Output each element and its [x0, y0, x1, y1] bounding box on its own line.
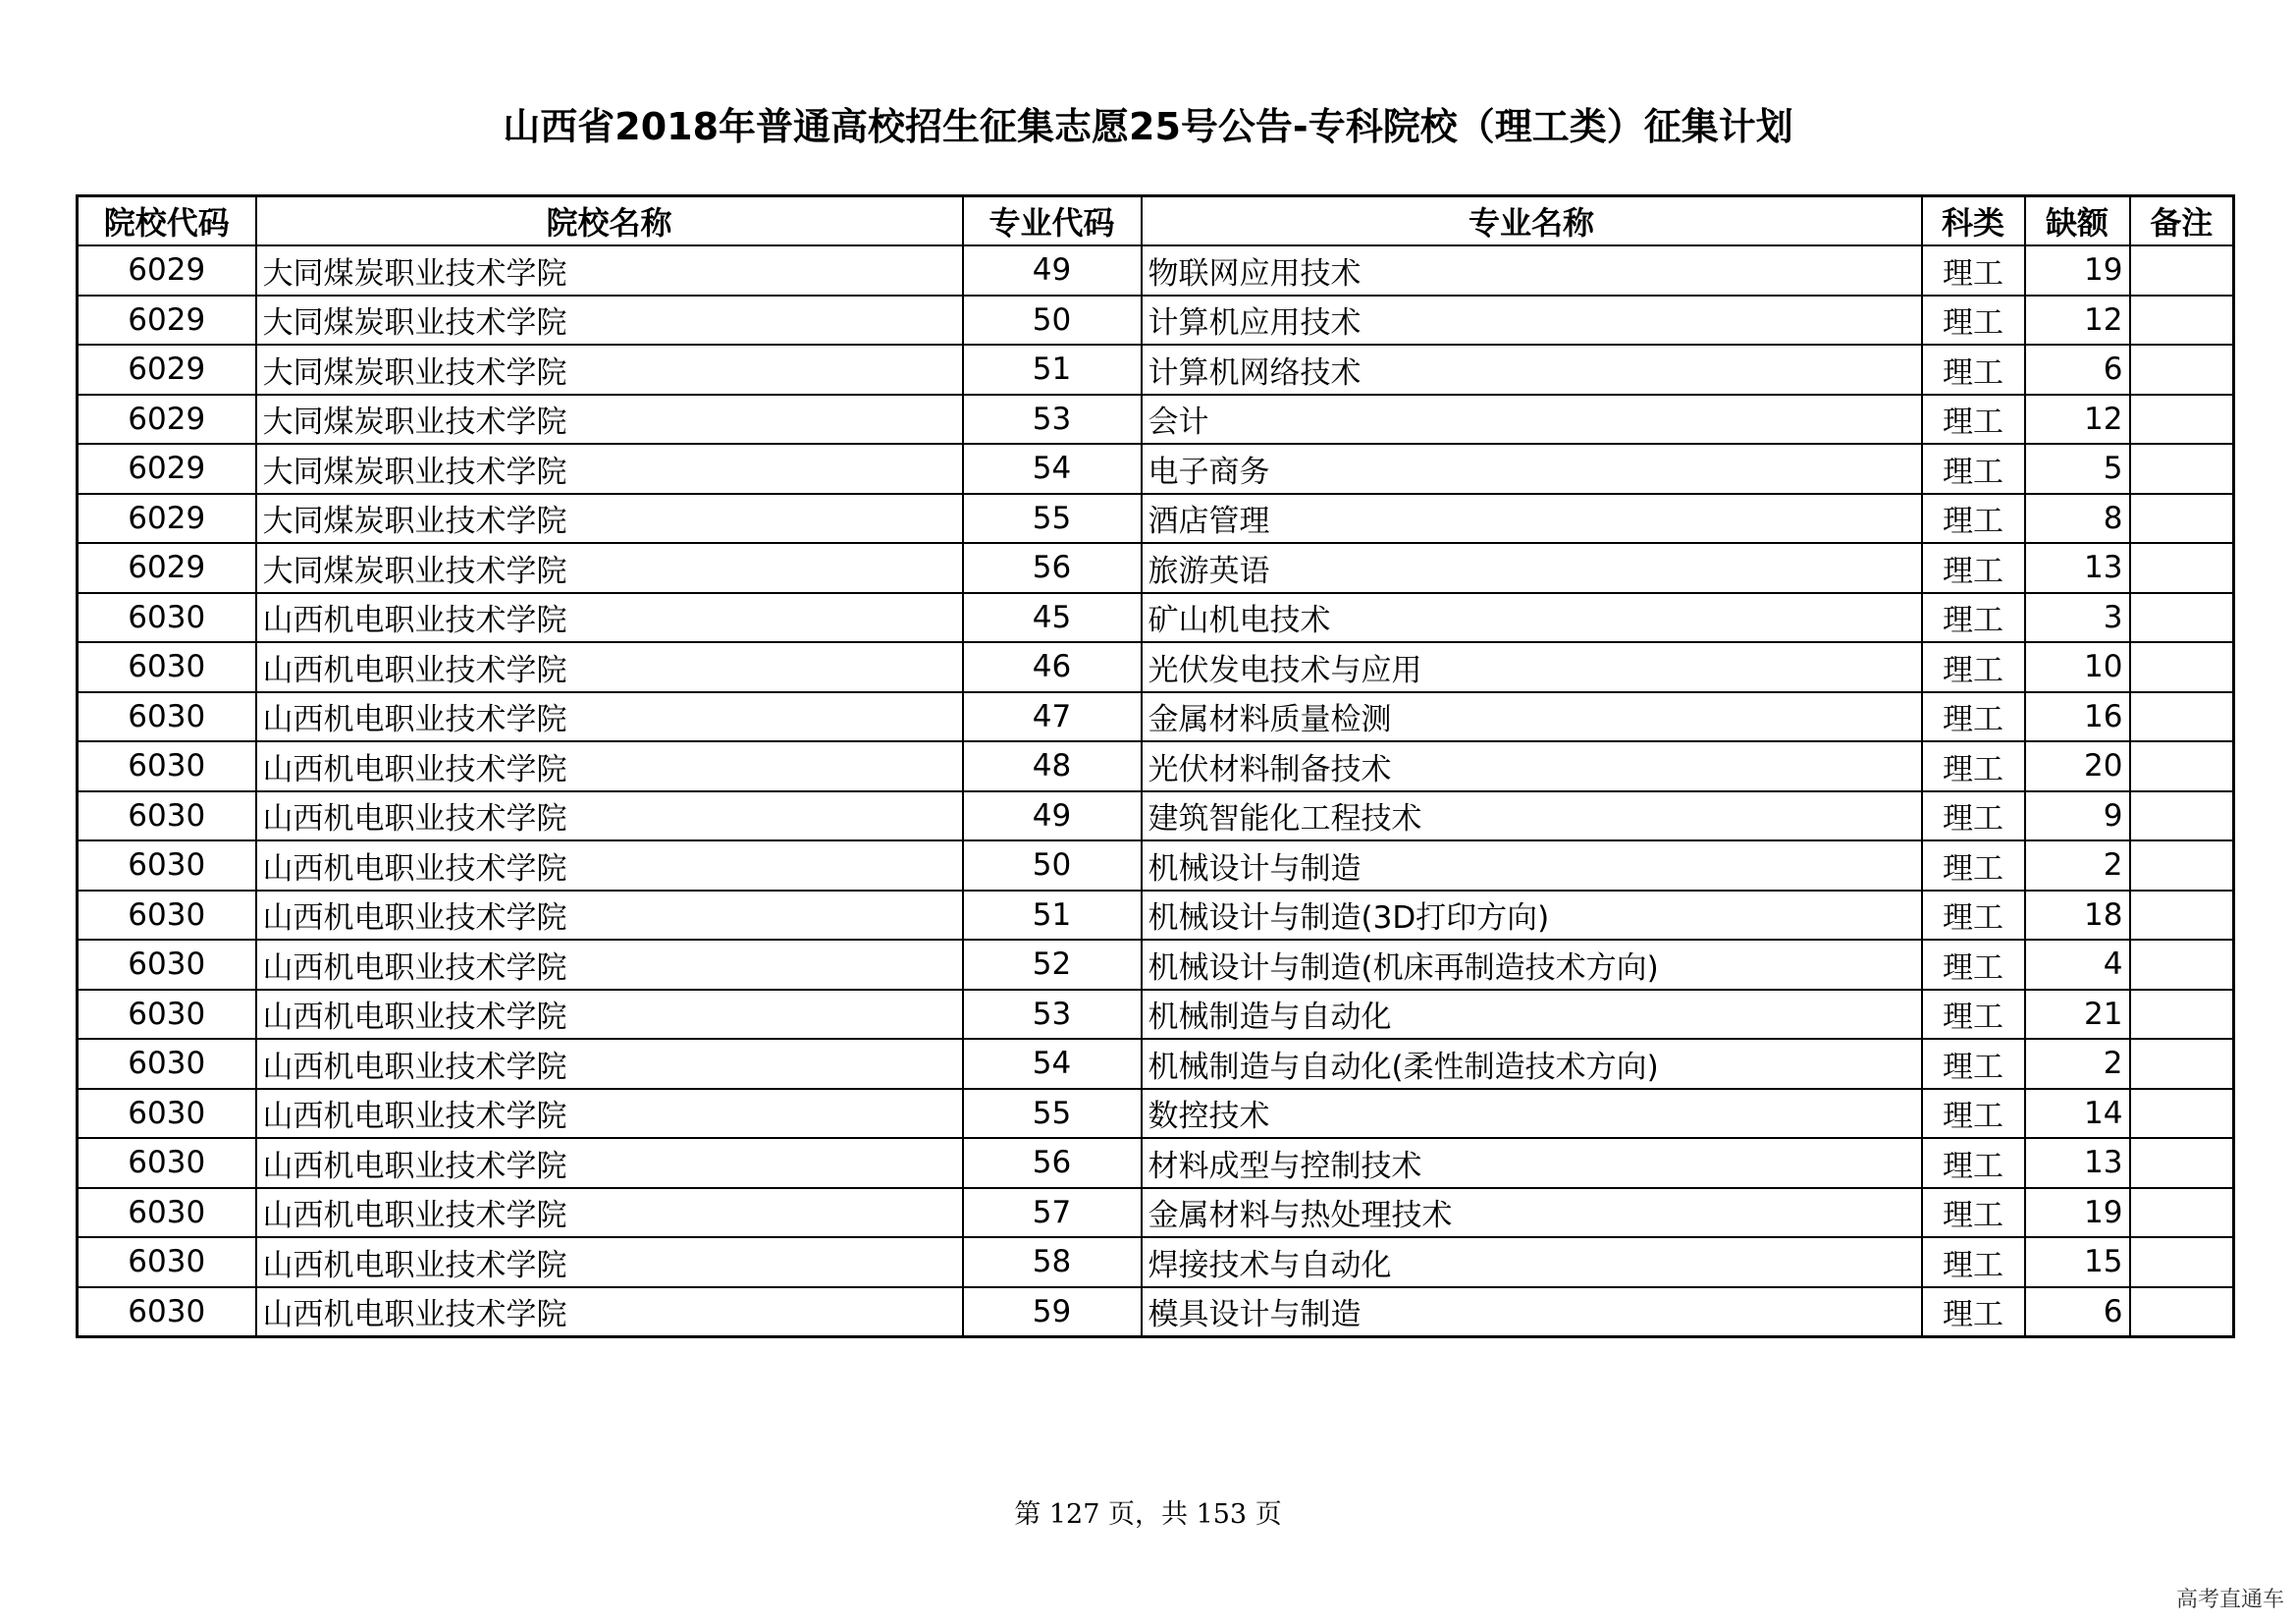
- cell-school-code: 6029: [78, 444, 256, 494]
- cell-major-code: 47: [963, 692, 1142, 742]
- table-row: [78, 345, 2234, 395]
- cell-note: [2130, 296, 2234, 346]
- cell-school-code: 6029: [78, 543, 256, 593]
- cell-school-name: 大同煤炭职业技术学院: [256, 494, 963, 544]
- table-row: [78, 1287, 2234, 1337]
- column-header-category: 科类: [1922, 196, 2025, 246]
- table-row: [78, 395, 2234, 445]
- cell-school-name: 山西机电职业技术学院: [256, 642, 963, 692]
- cell-major-name: 机械设计与制造(3D打印方向): [1142, 891, 1922, 941]
- cell-major-code: 51: [963, 891, 1142, 941]
- table-row: [78, 444, 2234, 494]
- cell-school-code: 6030: [78, 1188, 256, 1238]
- cell-school-code: 6030: [78, 891, 256, 941]
- cell-quota: 16: [2025, 692, 2130, 742]
- cell-note: [2130, 1188, 2234, 1238]
- cell-major-code: 57: [963, 1188, 1142, 1238]
- table-row: [78, 1138, 2234, 1188]
- cell-major-name: 酒店管理: [1142, 494, 1922, 544]
- column-header-school-code: 院校代码: [78, 196, 256, 246]
- page-title: 山西省2018年普通高校招生征集志愿25号公告-专科院校（理工类）征集计划: [503, 105, 1793, 148]
- table-row: [78, 840, 2234, 891]
- cell-category: 理工: [1922, 791, 2025, 841]
- table-row: [78, 593, 2234, 643]
- cell-note: [2130, 741, 2234, 791]
- cell-note: [2130, 642, 2234, 692]
- cell-school-code: 6030: [78, 940, 256, 990]
- cell-category: 理工: [1922, 543, 2025, 593]
- cell-school-code: 6030: [78, 741, 256, 791]
- table-row: [78, 1188, 2234, 1238]
- cell-school-name: 山西机电职业技术学院: [256, 1188, 963, 1238]
- table-body: [78, 245, 2234, 1336]
- cell-note: [2130, 1287, 2234, 1337]
- cell-major-code: 53: [963, 395, 1142, 445]
- cell-major-name: 模具设计与制造: [1142, 1287, 1922, 1337]
- cell-school-name: 山西机电职业技术学院: [256, 593, 963, 643]
- cell-note: [2130, 245, 2234, 296]
- table-row: [78, 940, 2234, 990]
- cell-note: [2130, 1237, 2234, 1287]
- cell-category: 理工: [1922, 494, 2025, 544]
- table-row: [78, 891, 2234, 941]
- cell-school-name: 山西机电职业技术学院: [256, 1287, 963, 1337]
- cell-major-code: 58: [963, 1237, 1142, 1287]
- cell-category: 理工: [1922, 593, 2025, 643]
- cell-quota: 5: [2025, 444, 2130, 494]
- cell-category: 理工: [1922, 345, 2025, 395]
- cell-school-code: 6030: [78, 1237, 256, 1287]
- cell-school-name: 山西机电职业技术学院: [256, 990, 963, 1040]
- cell-category: 理工: [1922, 642, 2025, 692]
- cell-school-name: 山西机电职业技术学院: [256, 940, 963, 990]
- cell-school-code: 6030: [78, 642, 256, 692]
- cell-school-name: 山西机电职业技术学院: [256, 741, 963, 791]
- cell-category: 理工: [1922, 395, 2025, 445]
- cell-major-code: 54: [963, 444, 1142, 494]
- cell-quota: 8: [2025, 494, 2130, 544]
- cell-quota: 14: [2025, 1089, 2130, 1139]
- cell-quota: 4: [2025, 940, 2130, 990]
- cell-quota: 2: [2025, 840, 2130, 891]
- cell-quota: 6: [2025, 345, 2130, 395]
- table-row: [78, 642, 2234, 692]
- cell-category: 理工: [1922, 1287, 2025, 1337]
- table-row: [78, 494, 2234, 544]
- cell-quota: 21: [2025, 990, 2130, 1040]
- cell-major-code: 51: [963, 345, 1142, 395]
- cell-school-name: 大同煤炭职业技术学院: [256, 543, 963, 593]
- cell-major-name: 金属材料与热处理技术: [1142, 1188, 1922, 1238]
- cell-major-code: 52: [963, 940, 1142, 990]
- cell-school-name: 大同煤炭职业技术学院: [256, 296, 963, 346]
- cell-major-code: 55: [963, 494, 1142, 544]
- cell-category: 理工: [1922, 296, 2025, 346]
- table-row: [78, 296, 2234, 346]
- cell-major-name: 金属材料质量检测: [1142, 692, 1922, 742]
- table-row: [78, 1237, 2234, 1287]
- cell-category: 理工: [1922, 245, 2025, 296]
- cell-school-code: 6030: [78, 990, 256, 1040]
- table-row: [78, 1089, 2234, 1139]
- cell-category: 理工: [1922, 840, 2025, 891]
- table-row: [78, 990, 2234, 1040]
- cell-category: 理工: [1922, 1188, 2025, 1238]
- column-header-school-name: 院校名称: [256, 196, 963, 246]
- cell-major-code: 49: [963, 791, 1142, 841]
- cell-school-name: 山西机电职业技术学院: [256, 1237, 963, 1287]
- cell-major-name: 材料成型与控制技术: [1142, 1138, 1922, 1188]
- cell-school-name: 大同煤炭职业技术学院: [256, 444, 963, 494]
- cell-school-name: 山西机电职业技术学院: [256, 791, 963, 841]
- cell-school-name: 大同煤炭职业技术学院: [256, 245, 963, 296]
- cell-major-code: 56: [963, 1138, 1142, 1188]
- cell-school-code: 6029: [78, 395, 256, 445]
- column-header-major-name: 专业名称: [1142, 196, 1922, 246]
- table-row: [78, 692, 2234, 742]
- cell-school-code: 6030: [78, 1138, 256, 1188]
- cell-major-name: 矿山机电技术: [1142, 593, 1922, 643]
- cell-major-code: 45: [963, 593, 1142, 643]
- cell-major-code: 50: [963, 840, 1142, 891]
- table-row: [78, 245, 2234, 296]
- cell-category: 理工: [1922, 990, 2025, 1040]
- cell-quota: 20: [2025, 741, 2130, 791]
- column-header-major-code: 专业代码: [963, 196, 1142, 246]
- page-number: 第 127 页，共 153 页: [1014, 1499, 1282, 1530]
- cell-quota: 12: [2025, 296, 2130, 346]
- cell-quota: 19: [2025, 1188, 2130, 1238]
- cell-note: [2130, 1039, 2234, 1089]
- table-row: [78, 791, 2234, 841]
- cell-school-code: 6029: [78, 296, 256, 346]
- cell-major-code: 50: [963, 296, 1142, 346]
- cell-category: 理工: [1922, 1039, 2025, 1089]
- table-row: [78, 741, 2234, 791]
- cell-major-name: 计算机应用技术: [1142, 296, 1922, 346]
- cell-note: [2130, 692, 2234, 742]
- cell-note: [2130, 395, 2234, 445]
- cell-note: [2130, 791, 2234, 841]
- enrollment-plan-table: [76, 194, 2235, 1338]
- cell-major-name: 焊接技术与自动化: [1142, 1237, 1922, 1287]
- cell-note: [2130, 1138, 2234, 1188]
- cell-quota: 13: [2025, 543, 2130, 593]
- cell-note: [2130, 840, 2234, 891]
- cell-school-code: 6030: [78, 692, 256, 742]
- cell-major-name: 光伏材料制备技术: [1142, 741, 1922, 791]
- cell-major-name: 电子商务: [1142, 444, 1922, 494]
- cell-school-name: 大同煤炭职业技术学院: [256, 345, 963, 395]
- cell-school-code: 6030: [78, 1287, 256, 1337]
- cell-quota: 13: [2025, 1138, 2130, 1188]
- cell-note: [2130, 940, 2234, 990]
- cell-school-name: 山西机电职业技术学院: [256, 1039, 963, 1089]
- cell-school-name: 山西机电职业技术学院: [256, 840, 963, 891]
- cell-quota: 10: [2025, 642, 2130, 692]
- cell-major-name: 光伏发电技术与应用: [1142, 642, 1922, 692]
- cell-school-name: 山西机电职业技术学院: [256, 692, 963, 742]
- cell-major-name: 物联网应用技术: [1142, 245, 1922, 296]
- watermark: 高考直通车: [2175, 1588, 2284, 1612]
- cell-note: [2130, 543, 2234, 593]
- cell-quota: 3: [2025, 593, 2130, 643]
- cell-school-code: 6030: [78, 1039, 256, 1089]
- table-row: [78, 543, 2234, 593]
- cell-major-name: 机械设计与制造(机床再制造技术方向): [1142, 940, 1922, 990]
- cell-major-code: 59: [963, 1287, 1142, 1337]
- cell-school-code: 6030: [78, 593, 256, 643]
- cell-school-code: 6030: [78, 840, 256, 891]
- cell-major-code: 53: [963, 990, 1142, 1040]
- table-header-row: [78, 196, 2234, 246]
- cell-category: 理工: [1922, 1089, 2025, 1139]
- cell-quota: 9: [2025, 791, 2130, 841]
- cell-note: [2130, 1089, 2234, 1139]
- cell-quota: 6: [2025, 1287, 2130, 1337]
- cell-major-code: 56: [963, 543, 1142, 593]
- cell-school-name: 山西机电职业技术学院: [256, 1089, 963, 1139]
- cell-major-code: 55: [963, 1089, 1142, 1139]
- cell-category: 理工: [1922, 891, 2025, 941]
- cell-quota: 2: [2025, 1039, 2130, 1089]
- cell-major-name: 计算机网络技术: [1142, 345, 1922, 395]
- cell-quota: 19: [2025, 245, 2130, 296]
- cell-major-code: 49: [963, 245, 1142, 296]
- cell-category: 理工: [1922, 940, 2025, 990]
- table-row: [78, 1039, 2234, 1089]
- cell-category: 理工: [1922, 692, 2025, 742]
- cell-school-code: 6030: [78, 1089, 256, 1139]
- cell-major-name: 机械制造与自动化: [1142, 990, 1922, 1040]
- cell-school-code: 6030: [78, 791, 256, 841]
- cell-school-name: 山西机电职业技术学院: [256, 891, 963, 941]
- cell-school-code: 6029: [78, 494, 256, 544]
- cell-school-code: 6029: [78, 345, 256, 395]
- cell-major-code: 46: [963, 642, 1142, 692]
- cell-major-code: 48: [963, 741, 1142, 791]
- cell-major-name: 建筑智能化工程技术: [1142, 791, 1922, 841]
- cell-note: [2130, 593, 2234, 643]
- cell-major-name: 数控技术: [1142, 1089, 1922, 1139]
- column-header-note: 备注: [2130, 196, 2234, 246]
- cell-major-code: 54: [963, 1039, 1142, 1089]
- cell-quota: 12: [2025, 395, 2130, 445]
- cell-major-name: 机械制造与自动化(柔性制造技术方向): [1142, 1039, 1922, 1089]
- cell-note: [2130, 444, 2234, 494]
- cell-category: 理工: [1922, 1138, 2025, 1188]
- cell-note: [2130, 494, 2234, 544]
- cell-note: [2130, 990, 2234, 1040]
- cell-school-name: 山西机电职业技术学院: [256, 1138, 963, 1188]
- cell-category: 理工: [1922, 741, 2025, 791]
- cell-category: 理工: [1922, 444, 2025, 494]
- cell-note: [2130, 345, 2234, 395]
- cell-note: [2130, 891, 2234, 941]
- cell-school-name: 大同煤炭职业技术学院: [256, 395, 963, 445]
- cell-major-name: 机械设计与制造: [1142, 840, 1922, 891]
- cell-major-name: 会计: [1142, 395, 1922, 445]
- cell-quota: 15: [2025, 1237, 2130, 1287]
- cell-category: 理工: [1922, 1237, 2025, 1287]
- cell-school-code: 6029: [78, 245, 256, 296]
- column-header-quota: 缺额: [2025, 196, 2130, 246]
- cell-quota: 18: [2025, 891, 2130, 941]
- cell-major-name: 旅游英语: [1142, 543, 1922, 593]
